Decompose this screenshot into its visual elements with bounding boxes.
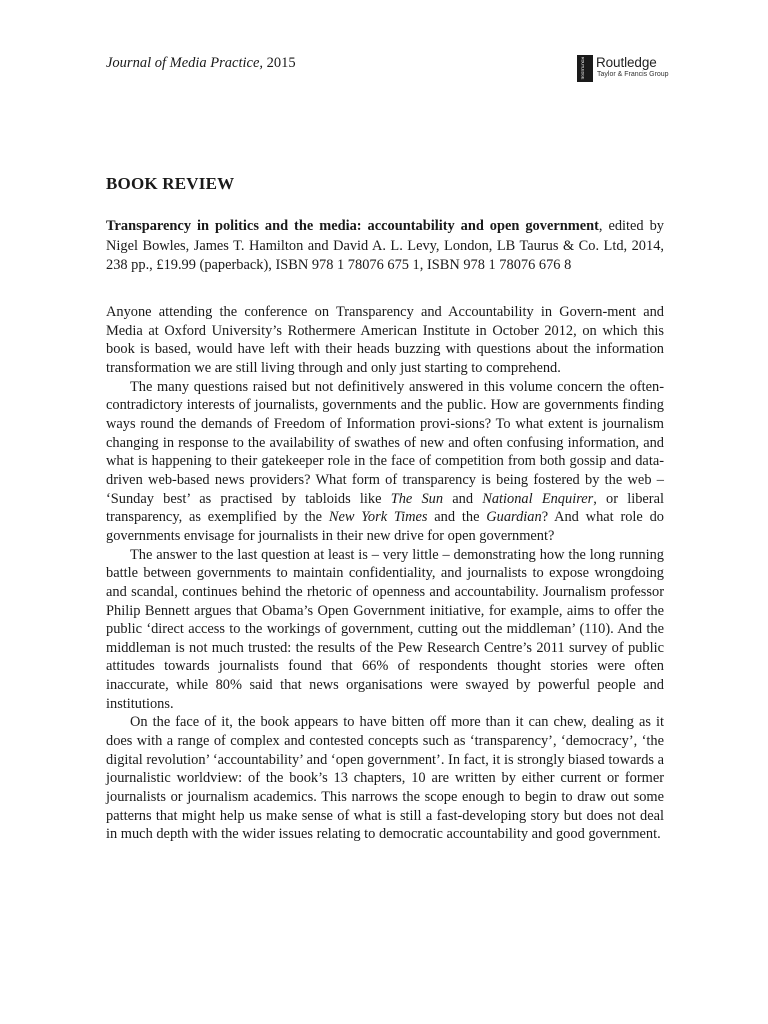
logo-mark-text: ROUTLEDGE [580,57,585,80]
journal-citation [106,55,296,72]
paragraph-2 [106,378,664,546]
journal-year: 2015 [266,55,296,71]
section-heading: BOOK REVIEW [106,174,235,193]
publisher-name: Routledge [596,55,657,70]
routledge-logo-icon [577,55,593,82]
title-guardian: Guardian [486,509,542,526]
paragraph-2-text: and the [427,509,487,526]
book-details: , edited by Nigel Bowles, James T. Hamilton and David A. L. Levy, London, LB Taurus & Co. Ltd, 2014, 238 pp., £19.99 (paperback), ISBN 978 1 78076 675 1, ISBN 978 1 78076 676 8 [106,218,664,274]
book-citation [106,217,664,276]
journal-name: Journal of Media Practice, [106,55,264,71]
title-the-sun: The Sun [390,490,444,507]
paragraph-1: Anyone attending the conference on Transparency and Accountability in Govern-ment and Media at Oxford University’s Rothermere American Institute in October 2012, on which this book is based, would have left with their heads buzzing with questions about the information transformation we are still living through and only just starting to comprehend. [106,304,664,376]
publisher-group: Taylor & Francis Group [597,71,669,78]
paragraph-3: The answer to the last question at least is – very little – demonstrating how the long running battle between governments to maintain confidentiality, and journalists to expose wrongdoing and scandal, continues behind the rhetoric of openness and accountability. Journalism professor Philip Bennett argues that Obama’s Open Government initiative, for example, aims to offer the public ‘direct access to the workings of government, cutting out the middleman’ (110). And the middleman is not much trusted: the results of the Pew Research Centre’s 2011 survey of public attitudes towards journalists found that 66% of respondents thought stories were often inaccurate, while 80% said that news organisations were swayed by powerful people and institutions. [106,546,664,712]
title-new-york-times: New York Times [328,509,428,526]
paragraph-4: On the face of it, the book appears to have bitten off more than it can chew, dealing as it does with a range of complex and contested concepts such as ‘transparency’, ‘democracy’, ‘the digital revolution’ ‘accountability’ and ‘open government’. In fact, it is strongly biased towards a journalistic worldview: of the book’s 13 chapters, 10 are written by either current or former journalists or journalism academics. This narrows the scope enough to begin to draw out some patterns that might help us make sense of what is still a fast-developing story but does not deal in much depth with the wider issues relating to democratic accountability and good government. [106,714,664,843]
book-title: Transparency in politics and the media: accountability and open government [106,218,599,234]
title-national-enquirer: National Enquirer [482,490,594,507]
paragraph-2-text: , or liberal transparency, as exemplified by the [106,490,664,526]
paragraph-2-text: ? And what role do governments envisage for journalists in their new drive for open government? [106,509,665,544]
publisher-logo [577,55,677,85]
paragraph-2-text: and [443,490,483,507]
paragraph-2-text: The many questions raised but not definitively answered in this volume concern the often-contradictory interests of journalists, governments and the public. How are governments finding ways round the demands of Freedom of Information provi-sions? To what extent is journalism changing in response to the availability of swathes of new and often confusing information, and what is happening to their gatekeeper role in the face of competition from both gossip and data-driven web-based news providers? What form of transparency is being fostered by the web – ‘Sunday best’ as practised by tabloids like [106,378,664,507]
review-body [106,303,664,844]
